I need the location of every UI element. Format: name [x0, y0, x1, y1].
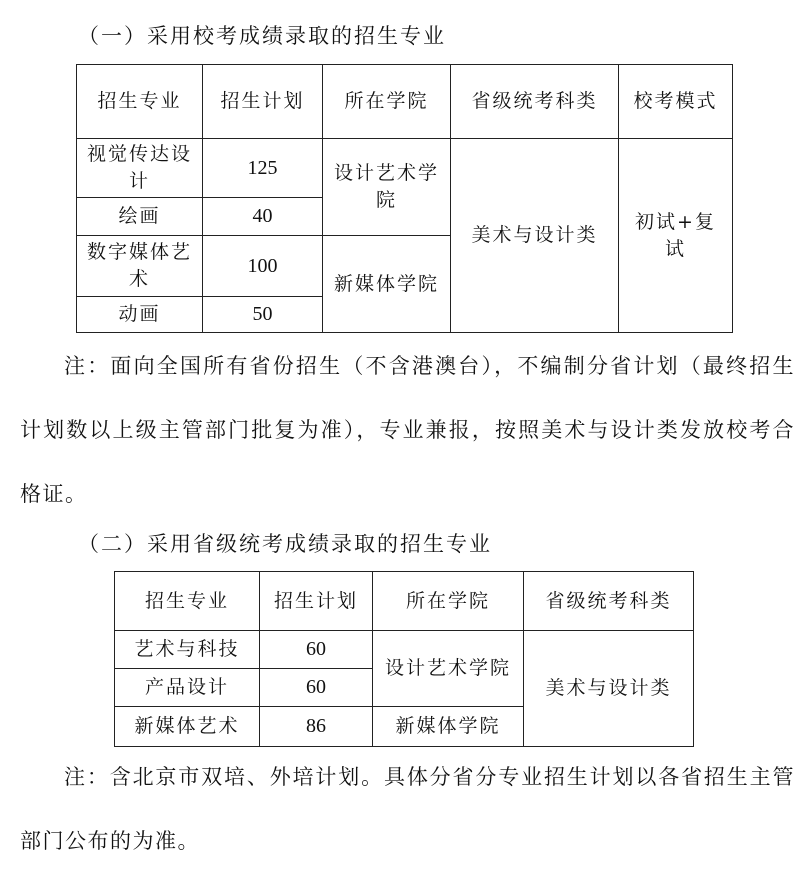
college-cell: 设计艺术学院 — [373, 631, 524, 707]
table-row — [115, 631, 694, 669]
plan-cell: 60 — [260, 669, 373, 707]
header-plan: 招生计划 — [203, 65, 323, 139]
table-header-row — [77, 65, 733, 139]
plan-cell: 60 — [260, 631, 373, 669]
college-cell: 新媒体学院 — [373, 707, 524, 747]
section-1-note: 注：面向全国所有省份招生（不含港澳台），不编制分省计划（最终招生计划数以上级主管部门批复为准），专业兼报，按照美术与设计类发放校考合格证。 — [20, 354, 795, 506]
header-college: 所在学院 — [323, 65, 451, 139]
plan-cell: 40 — [203, 198, 323, 236]
section-2-heading: （二）采用省级统考成绩录取的招生专业 — [78, 532, 492, 556]
header-exam-category: 省级统考科类 — [524, 572, 694, 631]
header-major: 招生专业 — [115, 572, 260, 631]
plan-cell: 100 — [203, 236, 323, 297]
major-cell: 新媒体艺术 — [115, 707, 260, 747]
header-plan: 招生计划 — [260, 572, 373, 631]
plan-cell: 125 — [203, 139, 323, 198]
major-cell: 数字媒体艺术 — [77, 236, 203, 297]
section-2-note: 注：含北京市双培、外培计划。具体分省分专业招生计划以各省招生主管部门公布的为准。 — [20, 765, 795, 853]
provincial-exam-majors-table — [114, 571, 694, 747]
exam-mode-cell: 初试+复试 — [619, 139, 733, 333]
major-cell: 艺术与科技 — [115, 631, 260, 669]
major-cell: 绘画 — [77, 198, 203, 236]
college-cell: 新媒体学院 — [323, 236, 451, 333]
table-row — [77, 139, 733, 198]
exam-category-cell: 美术与设计类 — [451, 139, 619, 333]
header-exam-mode: 校考模式 — [619, 65, 733, 139]
plan-cell: 86 — [260, 707, 373, 747]
section-1-heading: （一）采用校考成绩录取的招生专业 — [78, 24, 446, 48]
header-exam-category: 省级统考科类 — [451, 65, 619, 139]
school-exam-majors-table — [76, 64, 733, 333]
major-cell: 视觉传达设计 — [77, 139, 203, 198]
table-header-row — [115, 572, 694, 631]
header-major: 招生专业 — [77, 65, 203, 139]
major-cell: 动画 — [77, 297, 203, 333]
plan-cell: 50 — [203, 297, 323, 333]
major-cell: 产品设计 — [115, 669, 260, 707]
exam-category-cell: 美术与设计类 — [524, 631, 694, 747]
college-cell: 设计艺术学院 — [323, 139, 451, 236]
header-college: 所在学院 — [373, 572, 524, 631]
